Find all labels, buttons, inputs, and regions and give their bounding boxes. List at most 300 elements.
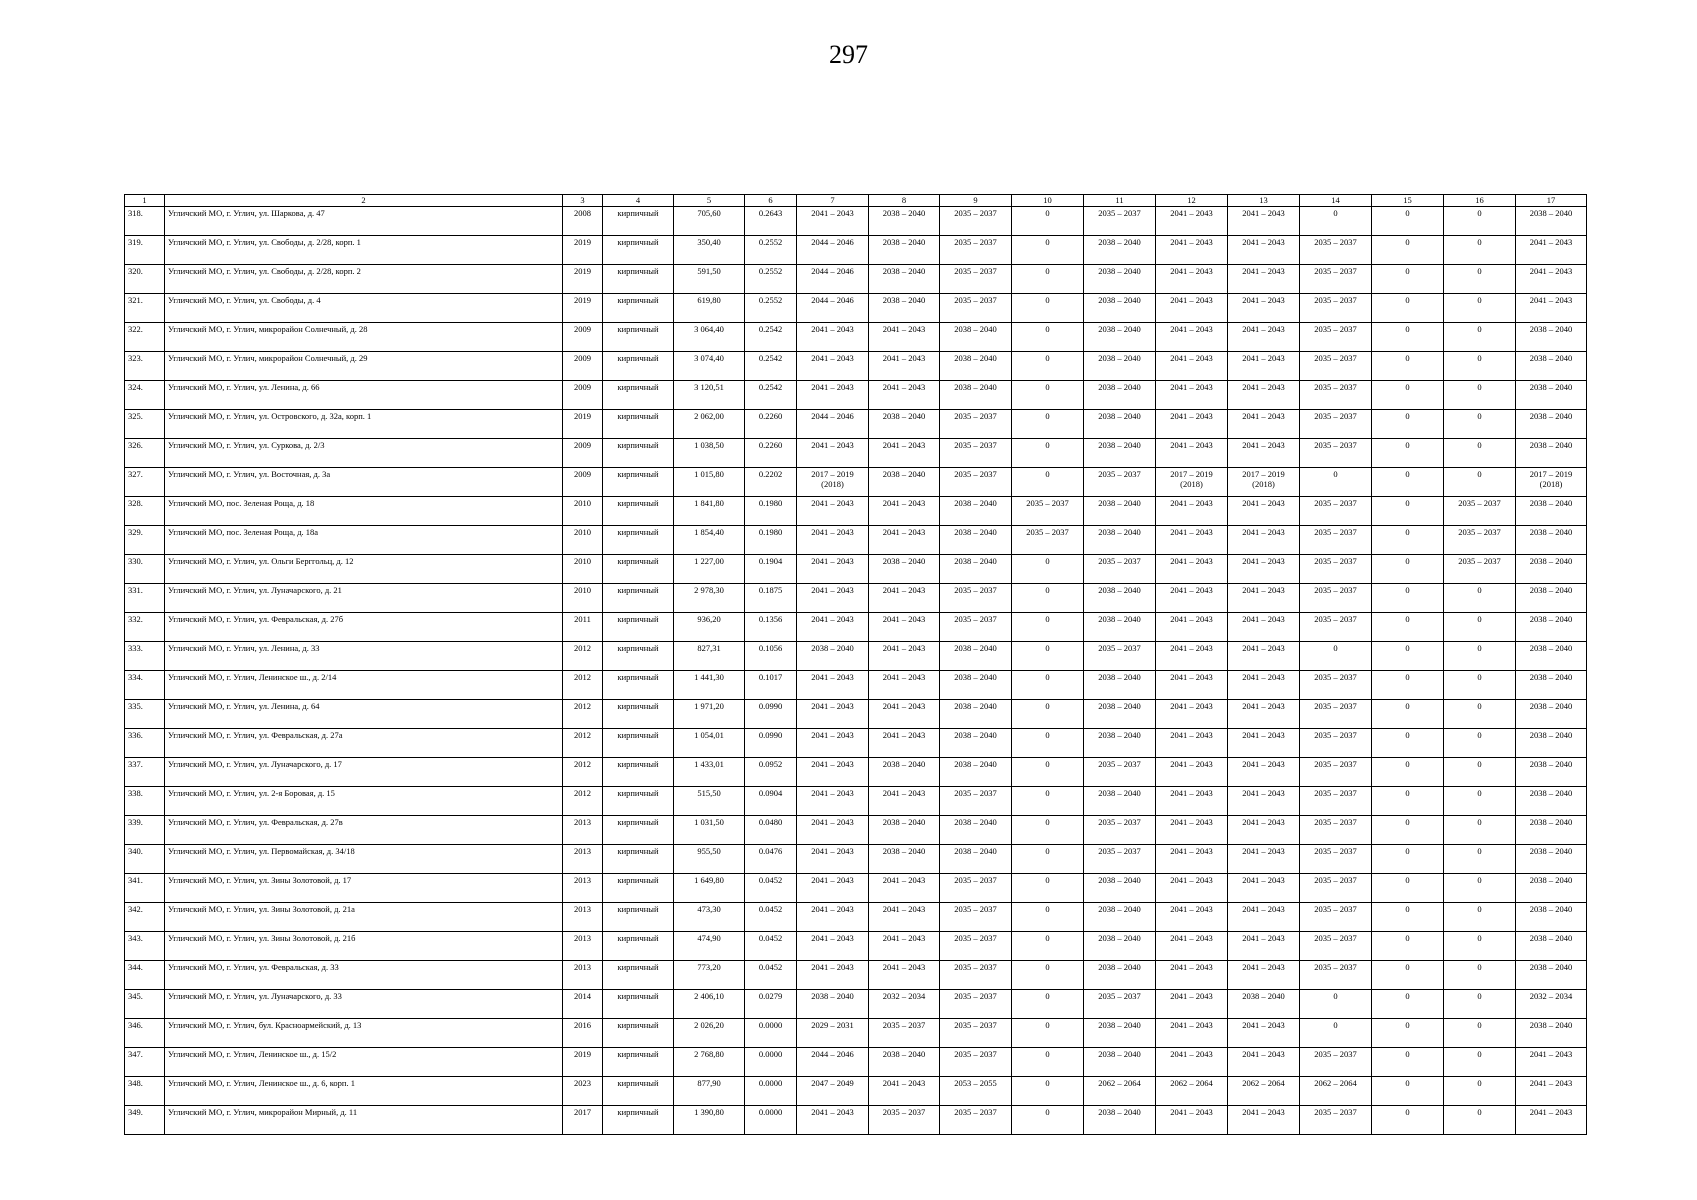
table-cell: 2041 – 2043 (1228, 1106, 1300, 1135)
address-cell: Угличский МО, г. Углич, ул. Февральская, д. 33 (165, 961, 563, 990)
table-cell: 2035 – 2037 (940, 410, 1012, 439)
table-cell: 2019 (563, 294, 603, 323)
table-cell: 2013 (563, 816, 603, 845)
table-cell: 0 (1444, 787, 1516, 816)
table-cell: 2 062,00 (674, 410, 745, 439)
table-cell: 0.2552 (745, 236, 797, 265)
table-cell: 2038 – 2040 (1084, 787, 1156, 816)
table-cell: 2035 – 2037 (940, 265, 1012, 294)
table-cell: 0 (1444, 642, 1516, 671)
table-cell: 2041 – 2043 (869, 613, 940, 642)
table-row (125, 1106, 1587, 1135)
table-cell: 2035 – 2037 (1300, 555, 1372, 584)
table-cell: 1 031,50 (674, 816, 745, 845)
table-cell: 2041 – 2043 (1516, 265, 1587, 294)
table-cell: 0 (1012, 642, 1084, 671)
table-cell: 2012 (563, 758, 603, 787)
table-cell: 0 (1372, 671, 1444, 700)
table-cell: 2062 – 2064 (1084, 1077, 1156, 1106)
row-number-cell: 340. (125, 845, 165, 874)
table-cell: 1 038,50 (674, 439, 745, 468)
table-cell: 2012 (563, 787, 603, 816)
row-number-cell: 320. (125, 265, 165, 294)
table-cell: 0 (1444, 700, 1516, 729)
table-cell: 0 (1012, 700, 1084, 729)
table-row (125, 236, 1587, 265)
column-number: 16 (1444, 195, 1516, 207)
table-cell: 2017 – 2019 (2018) (1156, 468, 1228, 497)
table-cell: 2041 – 2043 (1156, 700, 1228, 729)
table-cell: 2041 – 2043 (1156, 294, 1228, 323)
page-number: 297 (829, 40, 868, 69)
table-cell: 2035 – 2037 (1300, 410, 1372, 439)
table-cell: 2035 – 2037 (1444, 497, 1516, 526)
table-cell: 2038 – 2040 (797, 990, 869, 1019)
table-cell: 2035 – 2037 (940, 236, 1012, 265)
table-cell: 2044 – 2046 (797, 294, 869, 323)
table-cell: 2038 – 2040 (1084, 1048, 1156, 1077)
table-cell: 2038 – 2040 (1084, 729, 1156, 758)
table-cell: кирпичный (603, 1048, 674, 1077)
table-cell: 2035 – 2037 (1300, 497, 1372, 526)
table-cell: 2041 – 2043 (797, 845, 869, 874)
table-cell: 515,50 (674, 787, 745, 816)
table-cell: 2038 – 2040 (869, 236, 940, 265)
table-cell: 2038 – 2040 (1084, 323, 1156, 352)
table-cell: 0 (1372, 729, 1444, 758)
table-cell: 2041 – 2043 (797, 1106, 869, 1135)
address-cell: Угличский МО, г. Углич, микрорайон Солнечный, д. 29 (165, 352, 563, 381)
table-cell: 2038 – 2040 (1516, 1019, 1587, 1048)
address-cell: Угличский МО, г. Углич, ул. Свободы, д. 4 (165, 294, 563, 323)
table-cell: 2 406,10 (674, 990, 745, 1019)
table-cell: 0 (1012, 439, 1084, 468)
table-cell: 2035 – 2037 (1300, 932, 1372, 961)
table-cell: 2038 – 2040 (940, 845, 1012, 874)
table-cell: 2038 – 2040 (1084, 961, 1156, 990)
row-number-cell: 327. (125, 468, 165, 497)
row-number-cell: 337. (125, 758, 165, 787)
row-number-cell: 349. (125, 1106, 165, 1135)
table-cell: 2038 – 2040 (1516, 410, 1587, 439)
address-cell: Угличский МО, г. Углич, бул. Красноармейский, д. 13 (165, 1019, 563, 1048)
row-number-cell: 345. (125, 990, 165, 1019)
table-cell: 0.2542 (745, 323, 797, 352)
table-cell: 2038 – 2040 (940, 497, 1012, 526)
address-cell: Угличский МО, г. Углич, ул. Зины Золотовой, д. 17 (165, 874, 563, 903)
table-cell: кирпичный (603, 874, 674, 903)
table-cell: 0 (1444, 1106, 1516, 1135)
table-cell: 2041 – 2043 (1156, 439, 1228, 468)
row-number-cell: 338. (125, 787, 165, 816)
column-number: 17 (1516, 195, 1587, 207)
table-cell: 0 (1444, 816, 1516, 845)
table-cell: 2041 – 2043 (797, 497, 869, 526)
table-cell: кирпичный (603, 729, 674, 758)
table-cell: 1 971,20 (674, 700, 745, 729)
table-cell: 2041 – 2043 (797, 439, 869, 468)
row-number-cell: 331. (125, 584, 165, 613)
table-cell: 2032 – 2034 (869, 990, 940, 1019)
table-cell: 2012 (563, 671, 603, 700)
table-cell: 1 433,01 (674, 758, 745, 787)
table-cell: 2038 – 2040 (869, 758, 940, 787)
address-cell: Угличский МО, г. Углич, ул. Луначарского, д. 33 (165, 990, 563, 1019)
table-cell: 2038 – 2040 (1516, 207, 1587, 236)
table-cell: 2038 – 2040 (1516, 874, 1587, 903)
table-row (125, 439, 1587, 468)
table-cell: 827,31 (674, 642, 745, 671)
table-cell: 2035 – 2037 (1300, 236, 1372, 265)
table-cell: 2041 – 2043 (1228, 758, 1300, 787)
table-cell: 2038 – 2040 (1084, 526, 1156, 555)
table-cell: 2041 – 2043 (1156, 526, 1228, 555)
table-cell: 0.1017 (745, 671, 797, 700)
address-cell: Угличский МО, г. Углич, ул. Свободы, д. 2/28, корп. 1 (165, 236, 563, 265)
table-cell: 2038 – 2040 (1516, 932, 1587, 961)
table-cell: 2038 – 2040 (869, 555, 940, 584)
table-cell: 2038 – 2040 (1516, 584, 1587, 613)
table-cell: 2041 – 2043 (1156, 671, 1228, 700)
table-row (125, 555, 1587, 584)
table-cell: 2041 – 2043 (1228, 787, 1300, 816)
table-cell: кирпичный (603, 903, 674, 932)
table-cell: 2009 (563, 323, 603, 352)
address-cell: Угличский МО, г. Углич, ул. Восточная, д. 3а (165, 468, 563, 497)
address-cell: Угличский МО, г. Углич, ул. Свободы, д. 2/28, корп. 2 (165, 265, 563, 294)
housing-register-table (124, 194, 1587, 1135)
table-cell: 0.0990 (745, 700, 797, 729)
table-cell: 2019 (563, 410, 603, 439)
table-cell: 0 (1444, 729, 1516, 758)
table-cell: 2035 – 2037 (940, 874, 1012, 903)
table-cell: 2044 – 2046 (797, 1048, 869, 1077)
row-number-cell: 325. (125, 410, 165, 439)
table-cell: 2041 – 2043 (1228, 207, 1300, 236)
table-row (125, 874, 1587, 903)
table-cell: кирпичный (603, 700, 674, 729)
table-cell: кирпичный (603, 961, 674, 990)
table-cell: 2011 (563, 613, 603, 642)
table-cell: 2038 – 2040 (1516, 816, 1587, 845)
table-cell: 0 (1012, 874, 1084, 903)
row-number-cell: 334. (125, 671, 165, 700)
table-cell: 0.2552 (745, 294, 797, 323)
table-cell: 1 441,30 (674, 671, 745, 700)
row-number-cell: 347. (125, 1048, 165, 1077)
table-cell: 0 (1444, 961, 1516, 990)
table-cell: 2041 – 2043 (869, 352, 940, 381)
table-cell: 2035 – 2037 (1300, 1106, 1372, 1135)
table-cell: кирпичный (603, 352, 674, 381)
table-cell: 0 (1444, 381, 1516, 410)
table-cell: 0 (1372, 700, 1444, 729)
row-number-cell: 335. (125, 700, 165, 729)
table-cell: 0.0904 (745, 787, 797, 816)
table-cell: 2041 – 2043 (1228, 352, 1300, 381)
table-cell: 2038 – 2040 (1516, 323, 1587, 352)
table-cell: кирпичный (603, 845, 674, 874)
table-cell: 0.0279 (745, 990, 797, 1019)
table-cell: 2047 – 2049 (797, 1077, 869, 1106)
row-number-cell: 319. (125, 236, 165, 265)
table-cell: 2041 – 2043 (869, 584, 940, 613)
table-cell: 2038 – 2040 (940, 352, 1012, 381)
table-cell: 2038 – 2040 (869, 1048, 940, 1077)
table-cell: 473,30 (674, 903, 745, 932)
row-number-cell: 328. (125, 497, 165, 526)
table-cell: 619,80 (674, 294, 745, 323)
table-cell: кирпичный (603, 1019, 674, 1048)
table-cell: 2038 – 2040 (1084, 613, 1156, 642)
table-cell: 2 768,80 (674, 1048, 745, 1077)
table-cell: 2041 – 2043 (797, 584, 869, 613)
row-number-cell: 332. (125, 613, 165, 642)
row-number-cell: 342. (125, 903, 165, 932)
table-cell: 2041 – 2043 (869, 526, 940, 555)
table-cell: 2038 – 2040 (1084, 903, 1156, 932)
table-cell: 2009 (563, 468, 603, 497)
table-cell: 0 (1372, 816, 1444, 845)
table-cell: 2035 – 2037 (1300, 584, 1372, 613)
table-cell: 0 (1372, 584, 1444, 613)
table-cell: 2035 – 2037 (1012, 497, 1084, 526)
table-cell: 2035 – 2037 (1300, 294, 1372, 323)
table-cell: 0 (1012, 381, 1084, 410)
table-cell: 2041 – 2043 (869, 381, 940, 410)
table-row (125, 1019, 1587, 1048)
table-cell: 2035 – 2037 (940, 207, 1012, 236)
table-cell: 2038 – 2040 (1084, 1106, 1156, 1135)
table-cell: кирпичный (603, 990, 674, 1019)
table-cell: 2038 – 2040 (940, 555, 1012, 584)
table-cell: 2038 – 2040 (1084, 439, 1156, 468)
table-cell: кирпичный (603, 555, 674, 584)
table-cell: 2041 – 2043 (1156, 613, 1228, 642)
table-cell: 0.1980 (745, 497, 797, 526)
table-row (125, 1077, 1587, 1106)
table-cell: 2041 – 2043 (1228, 439, 1300, 468)
address-cell: Угличский МО, г. Углич, микрорайон Солнечный, д. 28 (165, 323, 563, 352)
table-cell: 0.0000 (745, 1048, 797, 1077)
table-cell: 0 (1372, 1048, 1444, 1077)
column-number: 13 (1228, 195, 1300, 207)
table-cell: 0 (1372, 439, 1444, 468)
table-cell: 2013 (563, 874, 603, 903)
table-row (125, 381, 1587, 410)
table-cell: 1 649,80 (674, 874, 745, 903)
table-cell: 2041 – 2043 (1228, 1019, 1300, 1048)
table-cell: 2038 – 2040 (940, 700, 1012, 729)
table-cell: 2038 – 2040 (1084, 410, 1156, 439)
table-cell: 2013 (563, 932, 603, 961)
table-cell: 2038 – 2040 (1516, 845, 1587, 874)
table-cell: 0.2542 (745, 381, 797, 410)
table-cell: кирпичный (603, 584, 674, 613)
row-number-cell: 323. (125, 352, 165, 381)
table-cell: 0.0000 (745, 1077, 797, 1106)
table-row (125, 990, 1587, 1019)
table-cell: 2017 (563, 1106, 603, 1135)
table-cell: 0 (1444, 845, 1516, 874)
table-cell: 2041 – 2043 (797, 874, 869, 903)
table-cell: 2035 – 2037 (1300, 961, 1372, 990)
table-cell: 3 064,40 (674, 323, 745, 352)
table-cell: 2041 – 2043 (1156, 932, 1228, 961)
table-cell: 2013 (563, 845, 603, 874)
table-cell: 2041 – 2043 (797, 816, 869, 845)
table-cell: 2038 – 2040 (1516, 526, 1587, 555)
column-number: 7 (797, 195, 869, 207)
column-number: 2 (165, 195, 563, 207)
table-cell: 3 120,51 (674, 381, 745, 410)
table-cell: 2038 – 2040 (1084, 1019, 1156, 1048)
table-cell: 2041 – 2043 (1156, 236, 1228, 265)
row-number-cell: 343. (125, 932, 165, 961)
table-cell: 0 (1372, 526, 1444, 555)
table-cell: 2010 (563, 555, 603, 584)
column-number: 5 (674, 195, 745, 207)
table-cell: 2041 – 2043 (869, 903, 940, 932)
table-cell: 2041 – 2043 (869, 874, 940, 903)
table-cell: 2041 – 2043 (1228, 729, 1300, 758)
column-number: 9 (940, 195, 1012, 207)
column-number: 1 (125, 195, 165, 207)
column-number: 10 (1012, 195, 1084, 207)
table-cell: 2038 – 2040 (940, 816, 1012, 845)
table-cell: 2041 – 2043 (869, 729, 940, 758)
table-cell: 474,90 (674, 932, 745, 961)
table-cell: 2041 – 2043 (797, 352, 869, 381)
table-cell: 0.0476 (745, 845, 797, 874)
column-number: 3 (563, 195, 603, 207)
table-cell: 2038 – 2040 (1084, 932, 1156, 961)
table-cell: 0 (1012, 1019, 1084, 1048)
table-row (125, 265, 1587, 294)
table-cell: 0 (1012, 265, 1084, 294)
table-cell: 2038 – 2040 (1516, 555, 1587, 584)
address-cell: Угличский МО, г. Углич, ул. Ленина, д. 33 (165, 642, 563, 671)
table-cell: 0 (1372, 1019, 1444, 1048)
table-cell: 0 (1372, 381, 1444, 410)
table-cell: 2035 – 2037 (940, 1019, 1012, 1048)
table-cell: 0.2260 (745, 410, 797, 439)
table-cell: 2041 – 2043 (797, 671, 869, 700)
table-cell: 2041 – 2043 (797, 932, 869, 961)
table-cell: 0.0000 (745, 1019, 797, 1048)
table-cell: 2035 – 2037 (869, 1106, 940, 1135)
table-cell: 2041 – 2043 (1156, 1019, 1228, 1048)
table-cell: 2035 – 2037 (1300, 613, 1372, 642)
column-number: 12 (1156, 195, 1228, 207)
table-cell: 2038 – 2040 (1516, 497, 1587, 526)
table-cell: 2041 – 2043 (1156, 497, 1228, 526)
table-row (125, 816, 1587, 845)
address-cell: Угличский МО, пос. Зеленая Роща, д. 18а (165, 526, 563, 555)
table-cell: 2035 – 2037 (1300, 845, 1372, 874)
table-cell: 2038 – 2040 (1516, 642, 1587, 671)
table-cell: 2035 – 2037 (1084, 555, 1156, 584)
table-cell: 2041 – 2043 (1228, 265, 1300, 294)
table-cell: 2062 – 2064 (1156, 1077, 1228, 1106)
table-cell: 1 854,40 (674, 526, 745, 555)
table-cell: 0 (1012, 1048, 1084, 1077)
table-cell: 0.0452 (745, 961, 797, 990)
row-number-cell: 326. (125, 439, 165, 468)
address-cell: Угличский МО, г. Углич, ул. Зины Золотовой, д. 21б (165, 932, 563, 961)
table-cell: 2041 – 2043 (1228, 816, 1300, 845)
table-cell: 2017 – 2019 (2018) (797, 468, 869, 497)
table-row (125, 468, 1587, 497)
table-cell: 2035 – 2037 (1084, 845, 1156, 874)
table-cell: 2041 – 2043 (869, 642, 940, 671)
table-cell: 0.0480 (745, 816, 797, 845)
table-cell: 2041 – 2043 (797, 526, 869, 555)
table-cell: 2041 – 2043 (1156, 729, 1228, 758)
table-cell: 2041 – 2043 (1228, 294, 1300, 323)
row-number-cell: 329. (125, 526, 165, 555)
table-cell: 2038 – 2040 (869, 265, 940, 294)
table-cell: 2009 (563, 439, 603, 468)
table-cell: 2041 – 2043 (1228, 874, 1300, 903)
table-cell: 705,60 (674, 207, 745, 236)
table-cell: 2035 – 2037 (1084, 990, 1156, 1019)
table-row (125, 207, 1587, 236)
table-row (125, 294, 1587, 323)
table-cell: 2041 – 2043 (1156, 555, 1228, 584)
table-cell: 0 (1300, 1019, 1372, 1048)
table-cell: 2038 – 2040 (1516, 903, 1587, 932)
table-cell: 0 (1012, 294, 1084, 323)
table-cell: 2038 – 2040 (1516, 961, 1587, 990)
table-cell: 0 (1444, 207, 1516, 236)
table-cell: 2041 – 2043 (1516, 294, 1587, 323)
table-cell: 2035 – 2037 (1300, 265, 1372, 294)
table-cell: 0 (1372, 961, 1444, 990)
table-cell: 0.0952 (745, 758, 797, 787)
table-cell: 2023 (563, 1077, 603, 1106)
table-cell: 2041 – 2043 (1228, 961, 1300, 990)
table-cell: 0.1980 (745, 526, 797, 555)
table-cell: 2038 – 2040 (1084, 584, 1156, 613)
table-cell: 2035 – 2037 (1300, 1048, 1372, 1077)
table-cell: 2038 – 2040 (1516, 700, 1587, 729)
table-cell: 2041 – 2043 (1156, 642, 1228, 671)
table-cell: 2035 – 2037 (1300, 758, 1372, 787)
table-cell: 0.0990 (745, 729, 797, 758)
row-number-cell: 322. (125, 323, 165, 352)
address-cell: Угличский МО, г. Углич, ул. Островского, д. 32а, корп. 1 (165, 410, 563, 439)
table-cell: 2041 – 2043 (869, 497, 940, 526)
table-cell: 0 (1012, 787, 1084, 816)
table-row (125, 961, 1587, 990)
address-cell: Угличский МО, г. Углич, ул. Февральская, д. 27б (165, 613, 563, 642)
table-cell: 2041 – 2043 (1228, 323, 1300, 352)
table-cell: 0 (1012, 903, 1084, 932)
table-cell: 2041 – 2043 (1228, 526, 1300, 555)
table-cell: 936,20 (674, 613, 745, 642)
table-cell: 2041 – 2043 (1156, 758, 1228, 787)
table-cell: кирпичный (603, 642, 674, 671)
table-cell: 2012 (563, 700, 603, 729)
table-cell: 1 054,01 (674, 729, 745, 758)
table-row (125, 1048, 1587, 1077)
table-cell: 0 (1372, 758, 1444, 787)
table-cell: 2041 – 2043 (1156, 787, 1228, 816)
table-cell: 0 (1444, 1019, 1516, 1048)
table-cell: 2035 – 2037 (1444, 526, 1516, 555)
table-cell: 0 (1012, 932, 1084, 961)
